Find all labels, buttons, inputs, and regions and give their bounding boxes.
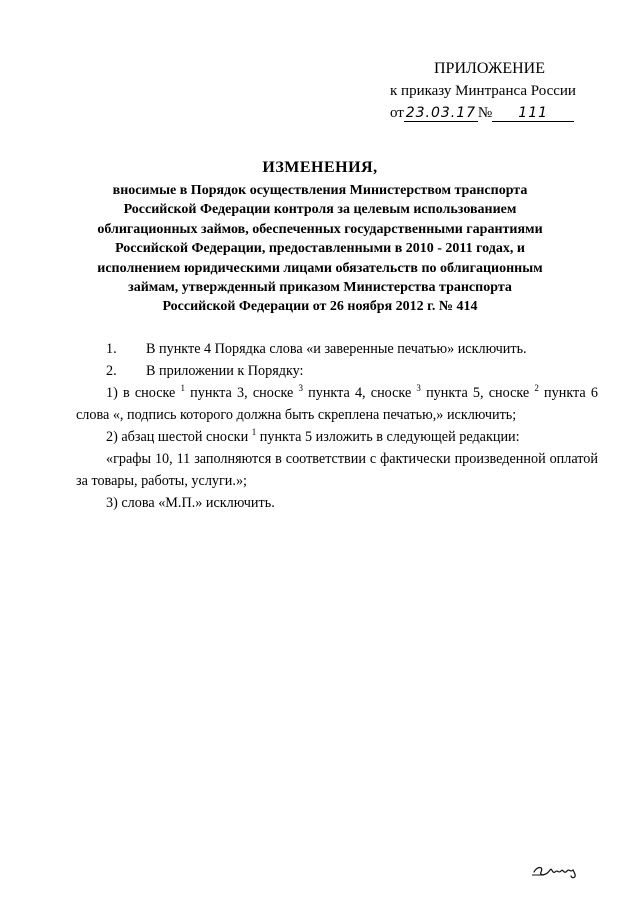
item-text: В приложении к Порядку:	[146, 363, 304, 379]
footnote-ref: 1	[180, 383, 186, 393]
item-text: В пункте 4 Порядка слова «и заверенные печатью» исключить.	[146, 341, 527, 357]
appendix-date-line	[390, 102, 590, 124]
item-number: 1.	[106, 341, 117, 357]
quoted-text: «графы 10, 11 заполняются в соответствии с фактически произведенной оплатой за товары, работы, услуги.»;	[76, 451, 598, 489]
date-prefix: от	[390, 105, 404, 121]
document-body	[76, 338, 598, 514]
text-run: пункта 6 слова «, подпись которого должна быть скреплена печатью,» исключить;	[76, 385, 598, 423]
list-item	[76, 360, 598, 382]
subitem-3: 3) слова «М.П.» исключить.	[106, 495, 275, 511]
text-run: пункта 3, сноске	[185, 385, 299, 401]
appendix-block	[390, 58, 590, 124]
handwritten-number: 111	[492, 105, 574, 122]
footnote-ref: 3	[298, 383, 303, 393]
item-number: 2.	[106, 363, 117, 379]
heading-title: ИЗМЕНЕНИЯ,	[262, 159, 378, 176]
footnote-ref: 1	[251, 427, 257, 437]
text-run: 2) абзац шестой сноски	[106, 429, 252, 445]
heading-line: займам, утвержденный приказом Министерства транспорта	[128, 280, 512, 296]
subitem-1	[76, 382, 598, 426]
number-prefix: №	[477, 105, 493, 121]
text-run: пункта 4, сноске	[302, 385, 417, 401]
subitem-2	[76, 426, 598, 448]
appendix-order-line: к приказу Минтранса России	[390, 83, 576, 99]
heading-line: исполнением юридическими лицами обязательств по облигационным	[97, 260, 543, 276]
handwritten-date: 23.03.17	[405, 105, 477, 121]
heading-line: Российской Федерации контроля за целевым использованием	[123, 202, 517, 218]
list-item	[76, 338, 598, 360]
footnote-ref: 2	[534, 383, 539, 393]
heading-line: Российской Федерации от 26 ноября 2012 г. № 414	[162, 299, 478, 315]
footnote-ref: 3	[416, 383, 421, 393]
heading-line: Российской Федерации, предоставленными в 2010 - 2011 годах, и	[115, 241, 525, 257]
heading-subtitle	[90, 181, 550, 317]
text-run: пункта 5, сноске	[420, 385, 535, 401]
document-heading	[90, 157, 550, 317]
handwritten-initials	[528, 858, 588, 882]
heading-line: облигационных займов, обеспеченных государственными гарантиями	[97, 221, 543, 237]
heading-line: вносимые в Порядок осуществления Министерством транспорта	[112, 183, 528, 198]
text-run: 1) в сноске	[106, 385, 181, 401]
appendix-title: ПРИЛОЖЕНИЕ	[434, 60, 546, 77]
text-run: пункта 5 изложить в следующей редакции:	[256, 429, 520, 445]
